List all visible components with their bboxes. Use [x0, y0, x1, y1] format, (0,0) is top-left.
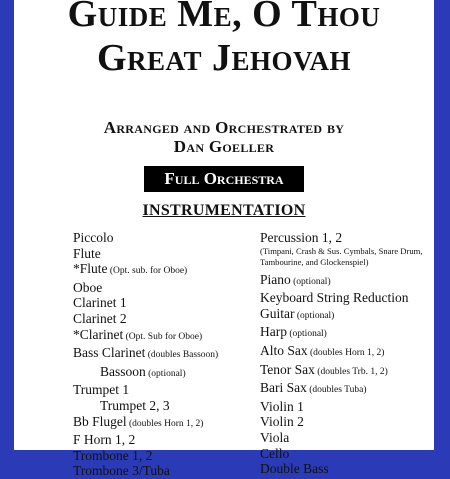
instrument-name: Viola [260, 429, 290, 445]
instrument-name: Piccolo [73, 230, 114, 245]
instrument-name: Violin 1 [260, 398, 304, 414]
instrument-name: Bb Flugel [73, 413, 127, 429]
instrument-name: *Clarinet [73, 326, 124, 342]
instrument-item [73, 311, 218, 327]
instrument-name: Keyboard String Reduction [260, 290, 409, 306]
instrument-item [260, 461, 423, 477]
instrument-name: F Horn 1, 2 [73, 432, 136, 448]
instrument-item [260, 306, 423, 325]
instrument-name: Clarinet 1 [73, 295, 127, 311]
instrument-note: (doubles Trb. 1, 2) [314, 366, 388, 377]
percussion-detail: (Timpani, Crash & Sus. Cymbals, Snare Drum, [260, 245, 423, 256]
title-line-2: Great Jehovah [96, 37, 352, 79]
instrument-name: Cello [260, 445, 290, 461]
instrument-name: Trumpet 1 [73, 382, 130, 398]
instrument-item [73, 230, 218, 246]
score-cover-page [14, 0, 434, 479]
instrument-item [73, 345, 218, 364]
instrument-note: (optional) [287, 329, 327, 340]
percussion-detail: Tambourine, and Glockenspiel) [260, 256, 369, 267]
instrument-list-left [73, 230, 218, 479]
instrument-item [73, 398, 218, 414]
instrument-name: Bari Sax [260, 380, 307, 396]
instrument-note: (optional) [145, 368, 186, 379]
instrument-item [260, 446, 423, 462]
instrument-name: Trombone 3/Tuba [73, 463, 170, 479]
instrument-item [260, 343, 423, 362]
instrument-name: Oboe [73, 279, 103, 295]
instrument-note: (doubles Horn 1, 2) [307, 347, 385, 358]
instrument-item [73, 246, 218, 262]
instrument-note: (optional) [290, 276, 331, 287]
instrument-name: Trumpet 2, 3 [100, 397, 170, 413]
instrument-name: *Flute [73, 261, 108, 277]
instrument-note: (doubles Horn 1, 2) [126, 418, 204, 429]
instrument-name: Percussion 1, 2 [260, 230, 343, 245]
instrument-name: Trombone 1, 2 [73, 447, 153, 463]
arranger-name: Dan Goeller [173, 137, 275, 156]
instrument-item [73, 327, 218, 346]
instrument-note: (Opt. sub. for Oboe) [107, 266, 188, 277]
instrument-note: (Opt. Sub for Oboe) [123, 331, 203, 342]
instrument-item [73, 414, 218, 433]
instrumentation-heading: INSTRUMENTATION [142, 202, 306, 219]
instrument-list-right [260, 230, 423, 477]
instrument-item [260, 230, 423, 246]
instrument-item [73, 261, 218, 280]
instrument-item [260, 362, 423, 381]
instrument-name: Violin 2 [260, 414, 304, 430]
instrument-item [73, 364, 218, 383]
instrument-name: Clarinet 2 [73, 310, 127, 326]
instrument-name: Harp [260, 324, 287, 340]
instrument-name: Double Bass [260, 461, 329, 477]
instrument-item [260, 272, 423, 291]
instrument-name: Guitar [260, 305, 295, 321]
instrument-note: (optional) [294, 310, 335, 321]
instrument-note: (doubles Tuba) [306, 385, 367, 396]
arranged-by-label: Arranged and Orchestrated by [103, 118, 345, 137]
instrument-item [73, 463, 218, 479]
instrument-item [73, 295, 218, 311]
instrument-name: Piano [260, 271, 291, 287]
instrument-name: Alto Sax [260, 342, 308, 358]
instrument-item [73, 382, 218, 398]
instrument-item [260, 414, 423, 430]
ensemble-badge: Full Orchestra [144, 166, 304, 192]
instrument-item [260, 399, 423, 415]
instrument-item [260, 324, 423, 343]
instrument-item [260, 290, 423, 306]
instrument-item [73, 432, 218, 448]
instrument-name: Bassoon [100, 363, 146, 379]
instrument-item [73, 280, 218, 296]
instrument-item [260, 430, 423, 446]
instrument-item [73, 448, 218, 464]
title-line-1: Guide Me, O Thou [67, 0, 381, 35]
instrument-note: (doubles Bassoon) [145, 350, 219, 361]
instrument-name: Bass Clarinet [73, 345, 146, 361]
instrument-name: Tenor Sax [260, 361, 315, 377]
instrument-name: Flute [73, 245, 101, 261]
instrument-item [260, 380, 423, 399]
